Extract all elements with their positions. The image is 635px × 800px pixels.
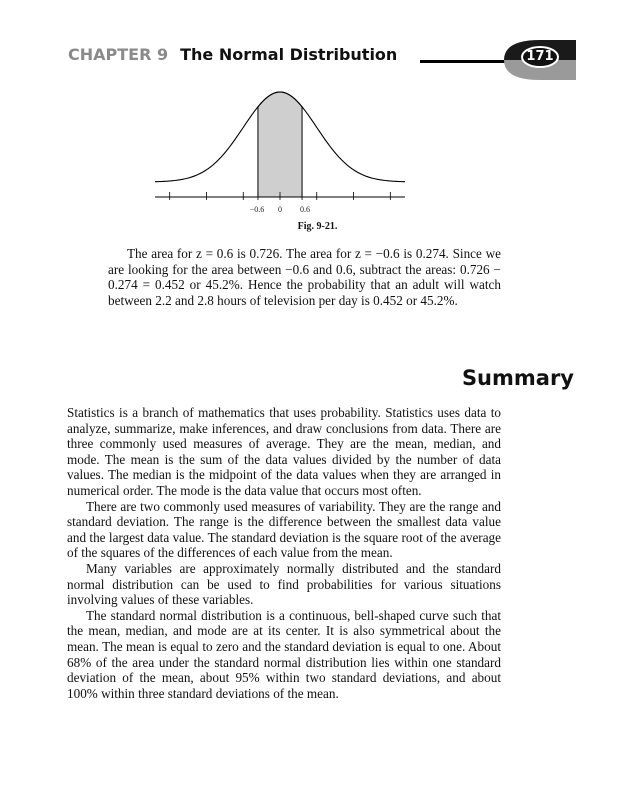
summary-body	[67, 405, 501, 701]
axis-ticks	[170, 192, 391, 200]
example-paragraph: The area for z = 0.6 is 0.726. The area for z = −0.6 is 0.274. Since we are looking for the area between −0.6 and 0.6, subtract the areas: 0.726 − 0.274 = 0.452 or 45.2%. Hence the probability that an adult will watch between 2.2 and 2.8 hours of television per day is 0.452 or 45.2%.	[108, 246, 501, 308]
figure-caption: Fig. 9-21.	[297, 221, 338, 232]
tick-label-zero: 0	[278, 205, 282, 214]
tick-label-neg: −0.6	[249, 205, 265, 214]
summary-heading: Summary	[461, 366, 574, 390]
page-number-badge	[504, 40, 576, 80]
tick-label-pos: 0.6	[300, 205, 310, 214]
summary-paragraph: The standard normal distribution is a continuous, bell-shaped curve such that the mean, median, and mode are at its center. It is also symmetrical about the mean. The mean is equal to zero and the standard deviation is equal to one. About 68% of the area under the standard normal distribution lies within one standard deviation of the mean, about 95% within two standard deviations, and about 100% within three standard deviations of the mean.	[67, 607, 501, 701]
shaded-area	[258, 92, 302, 197]
header-rule	[420, 60, 512, 63]
normal-distribution-figure	[150, 88, 410, 216]
example-solution	[108, 246, 501, 308]
chapter-title: The Normal Distribution	[180, 45, 398, 64]
running-header	[68, 45, 397, 64]
summary-paragraph: Statistics is a branch of mathematics that uses probability. Statistics uses data to analyze, summarize, make inferences, and draw conclusions from data. There are three commonly used measures of average. They are the mean, median, and mode. The mean is the sum of the data values divided by the number of data values. The median is the midpoint of the data values when they are arranged in numerical order. The mode is the data value that occurs most often.	[67, 405, 501, 498]
summary-paragraph: There are two commonly used measures of variability. They are the range and standard deviation. The range is the difference between the smallest data value and the largest data value. The standard deviation is the square root of the average of the squares of the differences of each value from the mean.	[67, 498, 501, 561]
summary-paragraph: Many variables are approximately normally distributed and the standard normal distribution can be used to find probabilities for various situations involving values of these variables.	[67, 560, 501, 608]
chapter-label: CHAPTER 9	[68, 45, 169, 64]
page-number: 171	[526, 49, 554, 64]
